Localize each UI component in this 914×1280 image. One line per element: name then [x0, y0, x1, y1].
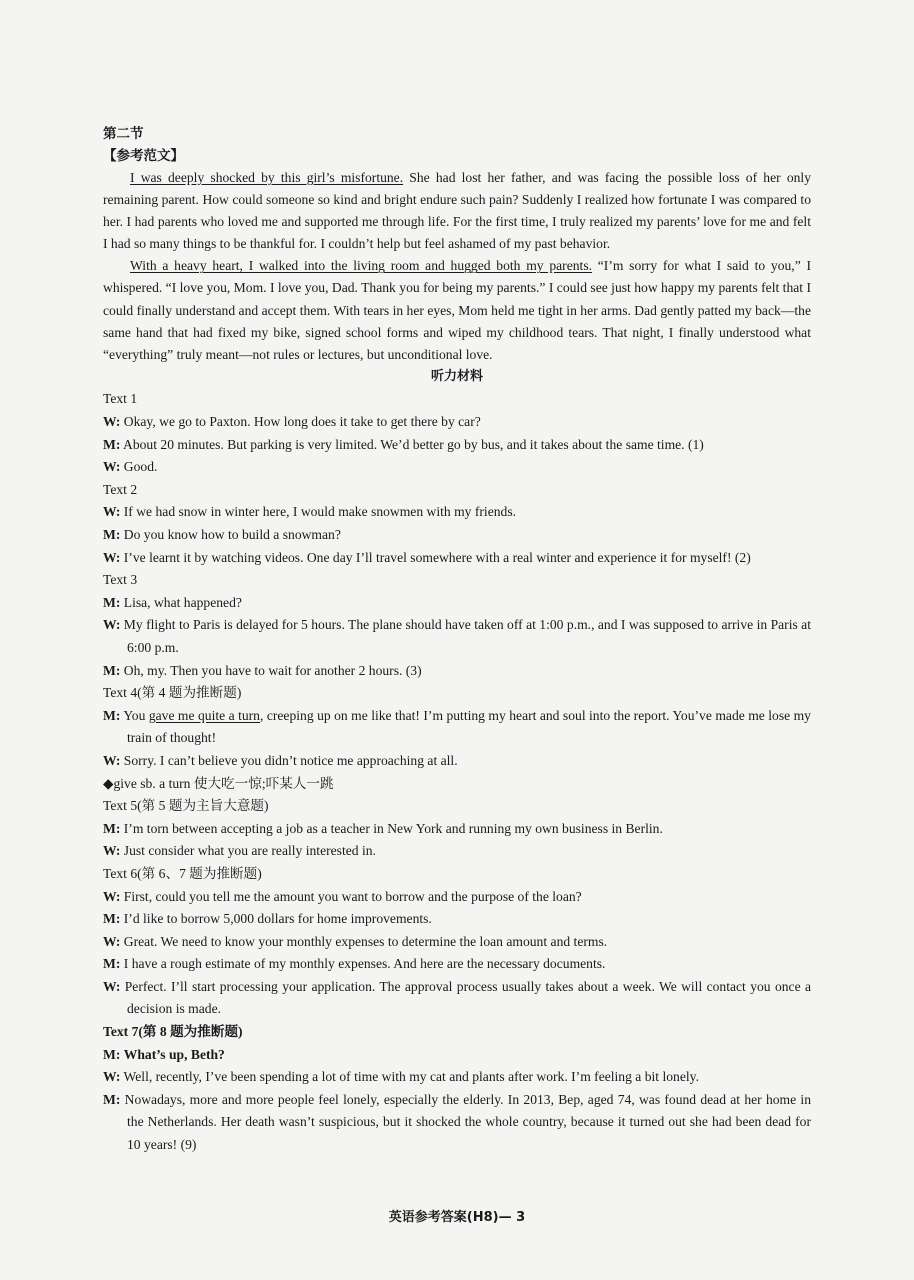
- essay-paragraph-1: [103, 167, 811, 255]
- dialogue-text: Oh, my. Then you have to wait for another 2 hours. (3): [123, 662, 422, 678]
- dialogue-line: [103, 411, 811, 434]
- speaker-label: W:: [103, 888, 121, 904]
- dialogue-line: [103, 524, 811, 547]
- dialogue-line: [103, 818, 811, 841]
- dialogue-text: Sorry. I can’t believe you didn’t notice me approaching at all.: [123, 752, 458, 768]
- speaker-label: M:: [103, 820, 121, 836]
- text-4-label: Text 4(第 4 题为推断题): [103, 685, 242, 701]
- dialogue-text: I have a rough estimate of my monthly expenses. And here are the necessary documents.: [123, 956, 606, 972]
- speaker-label: W:: [103, 617, 121, 633]
- dialogue-line: [103, 931, 811, 954]
- text-3-label: Text 3: [103, 572, 138, 588]
- dialogue-line: [103, 976, 811, 1021]
- speaker-label: M:: [103, 662, 121, 678]
- dialogue-text: What’s up, Beth?: [123, 1046, 225, 1062]
- dialogue-line: [103, 434, 811, 457]
- reference-essay-heading: 【参考范文】: [103, 148, 184, 164]
- dialogue-text: If we had snow in winter here, I would make snowmen with my friends.: [123, 504, 517, 520]
- dialogue-line: [103, 592, 811, 615]
- dialogue-text: I’ve learnt it by watching videos. One day I’ll travel somewhere with a real winter and experience it for myself! (2): [123, 549, 751, 565]
- essay-p1-body: She had lost her father, and was facing the possible loss of her only remaining parent. How could someone so kind and bright endure such pain? Suddenly I realized how fortunate I was compared to her. I had parents who loved me and supported me through life. For the first time, I truly realized my parents’ love for me and felt I had so many things to be thankful for. I couldn’t help but feel ashamed of my past behavior.: [103, 170, 811, 252]
- speaker-label: M:: [103, 956, 121, 972]
- speaker-label: M:: [103, 527, 121, 542]
- dialogue-text: Just consider what you are really interested in.: [123, 843, 376, 859]
- dialogue-text: Perfect. I’ll start processing your application. The approval process usually takes about a week. We will contact you once a decision is made.: [124, 978, 811, 1017]
- dialogue-text: My flight to Paris is delayed for 5 hours. The plane should have taken off at 1:00 p.m., and I was supposed to arrive in Paris at 6:00 p.m.: [123, 617, 811, 655]
- section-heading: 第二节: [103, 126, 144, 142]
- text-2-label: Text 2: [103, 481, 138, 497]
- dialogue-text: Nowadays, more and more people feel lonely, especially the elderly. In 2013, Bep, aged 74, was found dead at her home in the Netherlands. Her death wasn’t suspicious, but it shocked the whole country, because it turned out she had been dead for 10 years! (9): [124, 1091, 811, 1153]
- dialogue-line: [103, 953, 811, 976]
- dialogue-text: I’m torn between accepting a job as a teacher in New York and running my own business in Berlin.: [123, 820, 663, 836]
- speaker-label: M:: [103, 707, 121, 723]
- highlighted-phrase: gave me quite a turn: [148, 707, 260, 723]
- dialogue-line: [103, 1066, 811, 1089]
- dialogue-line: [103, 750, 811, 773]
- essay-paragraph-2: [103, 255, 811, 365]
- speaker-label: W:: [103, 414, 121, 430]
- speaker-label: M:: [103, 911, 121, 927]
- listening-material-title: 听力材料: [430, 368, 483, 384]
- speaker-label: W:: [103, 752, 121, 768]
- essay-p2-first-sentence: With a heavy heart, I walked into the living room and hugged both my parents.: [130, 258, 593, 274]
- dialogue-line: [103, 547, 811, 570]
- dialogue-text: Okay, we go to Paxton. How long does it take to get there by car?: [123, 414, 481, 430]
- speaker-label: W:: [103, 549, 121, 565]
- text-6-label: Text 6(第 6、7 题为推断题): [103, 865, 262, 881]
- dialogue-line: [103, 660, 811, 683]
- speaker-label: W:: [103, 933, 121, 949]
- speaker-label: M:: [103, 436, 121, 452]
- dialogue-text: I’d like to borrow 5,000 dollars for home improvements.: [123, 911, 432, 927]
- dialogue-line: [103, 705, 811, 750]
- dialogue-text: Great. We need to know your monthly expenses to determine the loan amount and terms.: [123, 933, 608, 949]
- speaker-label: W:: [103, 1069, 121, 1085]
- page-content: [103, 123, 811, 1157]
- dialogue-line: [103, 1089, 811, 1157]
- speaker-label: W:: [103, 843, 121, 859]
- speaker-label: W:: [103, 504, 121, 520]
- speaker-label: M:: [103, 1091, 121, 1107]
- dialogue-line: [103, 456, 811, 479]
- text-5-label: Text 5(第 5 题为主旨大意题): [103, 798, 269, 814]
- dialogue-line: [103, 908, 811, 931]
- dialogue-text: Do you know how to build a snowman?: [123, 527, 341, 542]
- speaker-label: W:: [103, 459, 121, 475]
- dialogue-text: You: [123, 707, 149, 723]
- essay-p2-body: “I’m sorry for what I said to you,” I whispered. “I love you, Mom. I love you, Dad. Thank you for being my parents.” I could see just how happy my parents felt that I could finally understand and accept them. With tears in her eyes, Mom held me tight in her arms. Dad gently patted my back—the same hand that had fixed my bike, signed school forms and wiped my childhood tears. That night, I finally understood what “everything” truly meant—not rules or lectures, but unconditional love.: [103, 258, 812, 362]
- text-7-label: Text 7(第 8 题为推断题): [103, 1024, 243, 1040]
- dialogue-text: First, could you tell me the amount you want to borrow and the purpose of the loan?: [123, 888, 582, 904]
- dialogue-text: About 20 minutes. But parking is very limited. We’d better go by bus, and it takes about the same time. (1): [123, 436, 704, 452]
- dialogue-line: [103, 840, 811, 863]
- dialogue-line: [103, 886, 811, 909]
- speaker-label: W:: [103, 978, 121, 994]
- text-1-label: Text 1: [103, 391, 138, 407]
- dialogue-text: Well, recently, I’ve been spending a lot of time with my cat and plants after work. I’m feeling a bit lonely.: [123, 1069, 699, 1085]
- speaker-label: M:: [103, 1046, 121, 1062]
- vocabulary-note: ◆give sb. a turn 使大吃一惊;吓某人一跳: [103, 775, 334, 791]
- dialogue-line: [103, 614, 811, 659]
- dialogue-text: , creeping up on me like that! I’m putting my heart and soul into the report. You’ve made me lose my train of thought!: [127, 707, 811, 746]
- page-footer: 英语参考答案(H8)— 3: [388, 1210, 526, 1225]
- dialogue-line: [103, 1044, 811, 1067]
- essay-p1-first-sentence: I was deeply shocked by this girl’s misfortune.: [130, 170, 404, 185]
- dialogue-line: [103, 501, 811, 524]
- speaker-label: M:: [103, 594, 121, 610]
- dialogue-text: Lisa, what happened?: [123, 594, 242, 610]
- dialogue-text: Good.: [123, 459, 158, 475]
